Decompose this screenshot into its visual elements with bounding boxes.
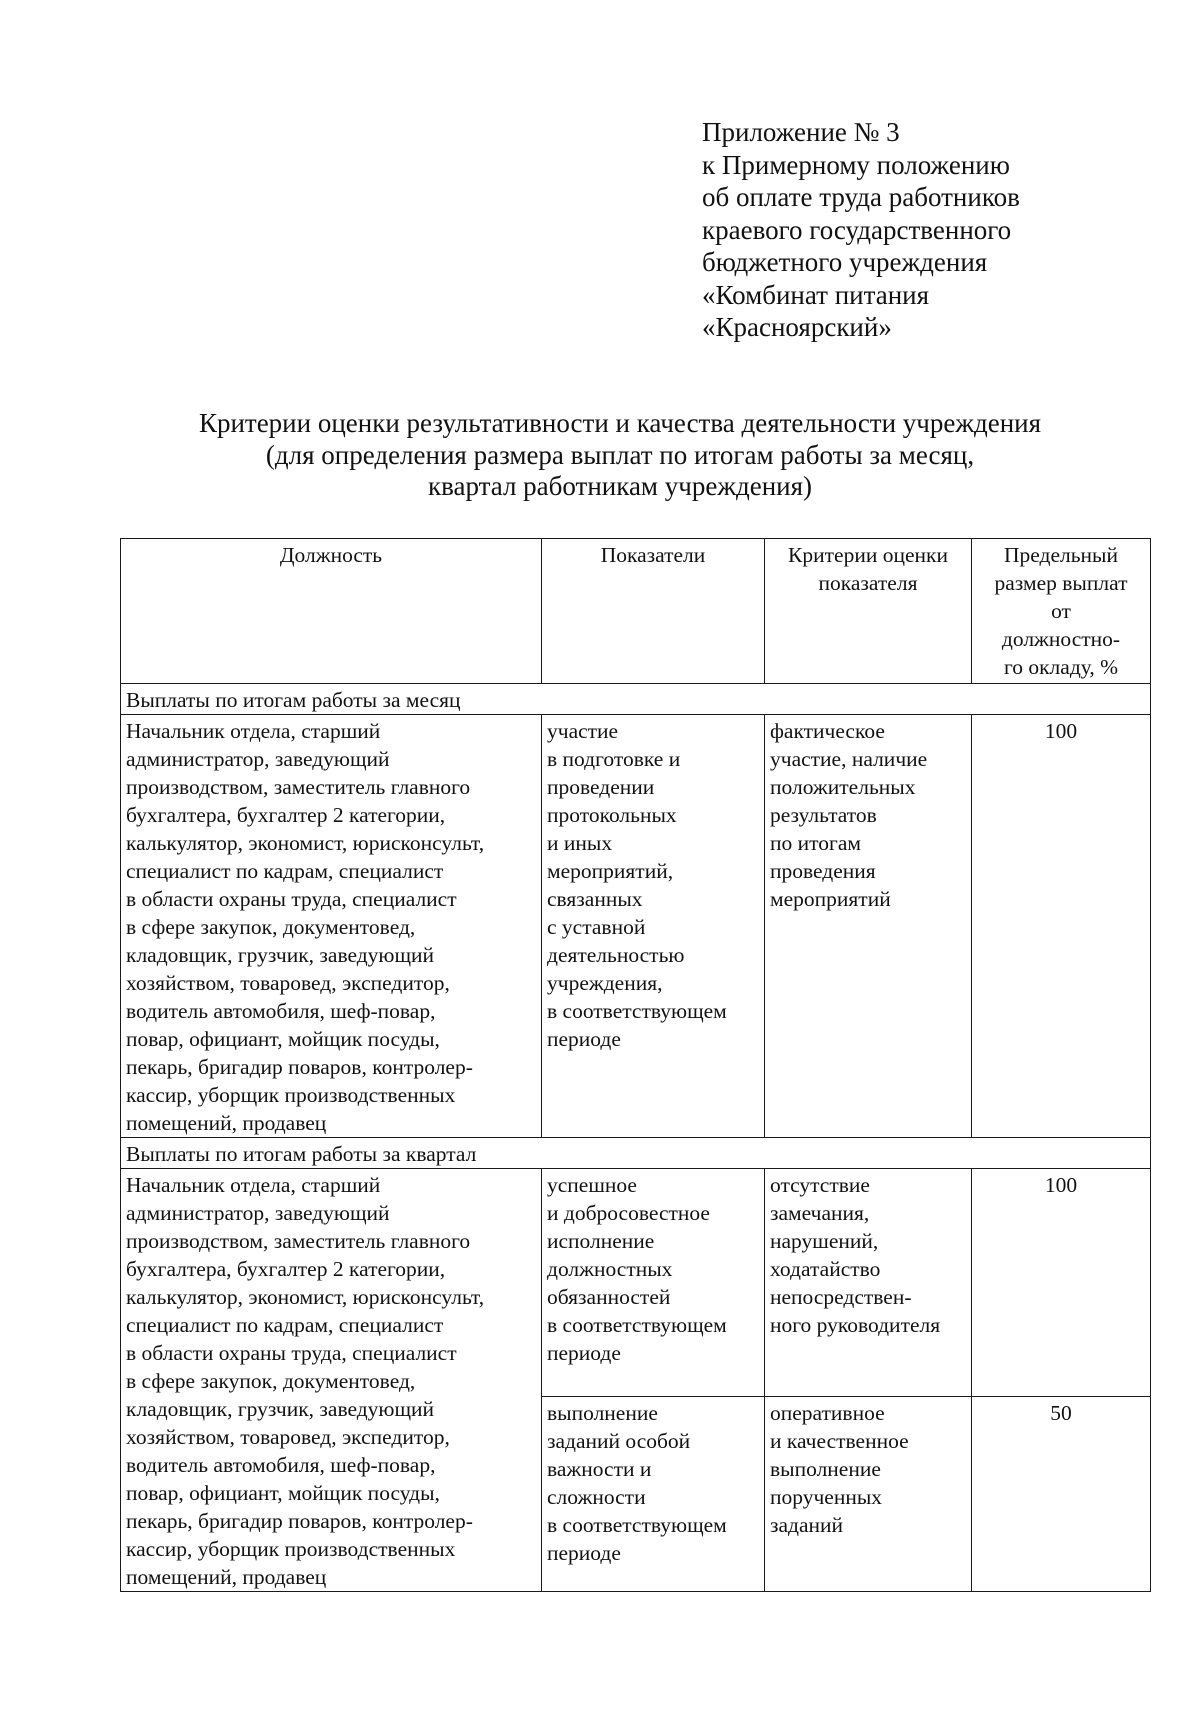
indicator-cell (542, 715, 765, 1138)
position-line: водитель автомобиля, шеф-повар, (126, 1453, 436, 1477)
criteria-line: оперативное (770, 1400, 885, 1425)
criteria-line: участие, наличие (770, 747, 928, 771)
indicator-line: и иных (547, 831, 613, 855)
appendix-line: Приложение № 3 (702, 117, 900, 147)
position-line: производством, заместитель главного (126, 1229, 471, 1253)
indicator-line: связанных (547, 887, 643, 911)
indicator-line: исполнение (547, 1229, 655, 1253)
appendix-line: «Комбинат питания (702, 279, 930, 310)
position-line: кассир, уборщик производственных (126, 1537, 456, 1561)
header-max-payment (972, 539, 1151, 684)
section-title: Выплаты по итогам работы за месяц (121, 684, 1151, 715)
criteria-cell (765, 1396, 972, 1592)
header-criteria-line: Критерии оценки (788, 543, 948, 567)
positions-cell (121, 715, 542, 1138)
criteria-line: результатов (770, 803, 877, 827)
position-line: Начальник отдела, старший (126, 719, 381, 743)
position-line: в сфере закупок, документовед, (126, 1369, 416, 1393)
criteria-table (120, 538, 1151, 1592)
table-row (121, 1169, 1151, 1397)
indicator-line: должностных (547, 1257, 673, 1281)
header-max-line: Предельный (1003, 543, 1118, 567)
position-line: Начальник отдела, старший (126, 1173, 381, 1197)
criteria-cell (765, 715, 972, 1138)
criteria-line: заданий (770, 1512, 844, 1537)
header-max-line: го окладу, % (1003, 655, 1119, 679)
position-line: калькулятор, экономист, юрисконсульт, (126, 1285, 485, 1309)
indicator-cell (542, 1169, 765, 1397)
title-line: Критерии оценки результативности и качества деятельности учреждения (198, 408, 1042, 438)
indicator-line: в подготовке и (547, 747, 681, 771)
indicator-line: мероприятий, (547, 859, 674, 883)
indicator-line: в соответствующем (547, 999, 727, 1023)
document-title (120, 408, 1120, 503)
position-line: кладовщик, грузчик, заведующий (126, 943, 435, 967)
criteria-line: по итогам (770, 831, 861, 855)
position-line: специалист по кадрам, специалист (126, 859, 444, 883)
indicator-line: заданий особой (547, 1428, 691, 1453)
indicator-line: обязанностей (547, 1285, 671, 1309)
position-line: пекарь, бригадир поваров, контролер- (126, 1055, 473, 1079)
position-line: в области охраны труда, специалист (126, 1341, 457, 1365)
position-line: бухгалтера, бухгалтер 2 категории, (126, 1257, 446, 1281)
criteria-line: положительных (770, 775, 916, 799)
section-row-monthly (121, 684, 1151, 715)
position-line: хозяйством, товаровед, экспедитор, (126, 1425, 450, 1449)
header-criteria (765, 539, 972, 684)
indicator-line: учреждения, (547, 971, 663, 995)
table-header-row (121, 539, 1151, 684)
criteria-cell (765, 1169, 972, 1397)
criteria-line: отсутствие (770, 1173, 870, 1197)
criteria-line: ходатайство (770, 1257, 881, 1281)
indicator-line: периоде (547, 1540, 621, 1565)
indicator-line: сложности (547, 1484, 646, 1509)
indicator-line: важности и (547, 1456, 652, 1481)
position-line: помещений, продавец (126, 1565, 327, 1589)
criteria-line: проведения (770, 859, 876, 883)
position-line: специалист по кадрам, специалист (126, 1313, 444, 1337)
header-position: Должность (121, 539, 542, 684)
indicator-line: протокольных (547, 803, 677, 827)
position-line: повар, официант, мойщик посуды, (126, 1481, 440, 1505)
indicator-line: в соответствующем (547, 1512, 727, 1537)
indicator-line: проведении (547, 775, 655, 799)
appendix-line: краевого государственного (702, 214, 1012, 245)
position-line: администратор, заведующий (126, 747, 390, 771)
appendix-line: к Примерному положению (702, 149, 1010, 180)
criteria-line: нарушений, (770, 1229, 879, 1253)
appendix-line: «Красноярский» (702, 312, 892, 342)
indicator-line: участие (547, 719, 619, 743)
title-line: квартал работникам учреждения) (427, 471, 813, 501)
appendix-reference (702, 116, 1162, 344)
header-indicators: Показатели (542, 539, 765, 684)
position-line: пекарь, бригадир поваров, контролер- (126, 1509, 473, 1533)
table-row (121, 715, 1151, 1138)
indicator-line: с уставной (547, 915, 646, 939)
position-line: бухгалтера, бухгалтер 2 категории, (126, 803, 446, 827)
appendix-line: бюджетного учреждения (702, 247, 988, 277)
position-line: помещений, продавец (126, 1111, 327, 1135)
criteria-line: ного руководителя (770, 1313, 941, 1337)
indicator-line: успешное (547, 1173, 637, 1197)
indicator-line: в соответствующем (547, 1313, 727, 1337)
position-line: водитель автомобиля, шеф-повар, (126, 999, 436, 1023)
indicator-line: выполнение (547, 1400, 658, 1425)
position-line: кассир, уборщик производственных (126, 1083, 456, 1107)
position-line: кладовщик, грузчик, заведующий (126, 1397, 435, 1421)
indicator-line: деятельностью (547, 943, 685, 967)
appendix-line: об оплате труда работников (702, 182, 1020, 212)
position-line: хозяйством, товаровед, экспедитор, (126, 971, 450, 995)
indicator-line: периоде (547, 1027, 621, 1051)
position-line: администратор, заведующий (126, 1201, 390, 1225)
header-criteria-line: показателя (818, 571, 918, 595)
position-line: в области охраны труда, специалист (126, 887, 457, 911)
criteria-line: замечания, (770, 1201, 870, 1225)
criteria-line: и качественное (770, 1428, 909, 1453)
criteria-line: непосредствен- (770, 1285, 912, 1309)
max-payment-cell: 50 (972, 1396, 1151, 1592)
title-line: (для определения размера выплат по итогам работы за месяц, (265, 439, 975, 470)
position-line: производством, заместитель главного (126, 775, 471, 799)
max-payment-cell: 100 (972, 1169, 1151, 1397)
position-line: повар, официант, мойщик посуды, (126, 1027, 440, 1051)
header-max-line: должностно- (1001, 627, 1121, 651)
criteria-line: порученных (770, 1484, 883, 1509)
section-row-quarterly (121, 1138, 1151, 1169)
criteria-line: фактическое (770, 719, 885, 743)
indicator-line: и добросовестное (547, 1201, 710, 1225)
max-payment-cell: 100 (972, 715, 1151, 1138)
header-max-line: размер выплат (994, 571, 1128, 595)
positions-cell (121, 1169, 542, 1592)
indicator-cell (542, 1396, 765, 1592)
section-title: Выплаты по итогам работы за квартал (121, 1138, 1151, 1169)
criteria-line: выполнение (770, 1456, 881, 1481)
position-line: калькулятор, экономист, юрисконсульт, (126, 831, 485, 855)
criteria-line: мероприятий (770, 887, 891, 911)
indicator-line: периоде (547, 1341, 621, 1365)
position-line: в сфере закупок, документовед, (126, 915, 416, 939)
header-max-line: от (1051, 599, 1071, 623)
